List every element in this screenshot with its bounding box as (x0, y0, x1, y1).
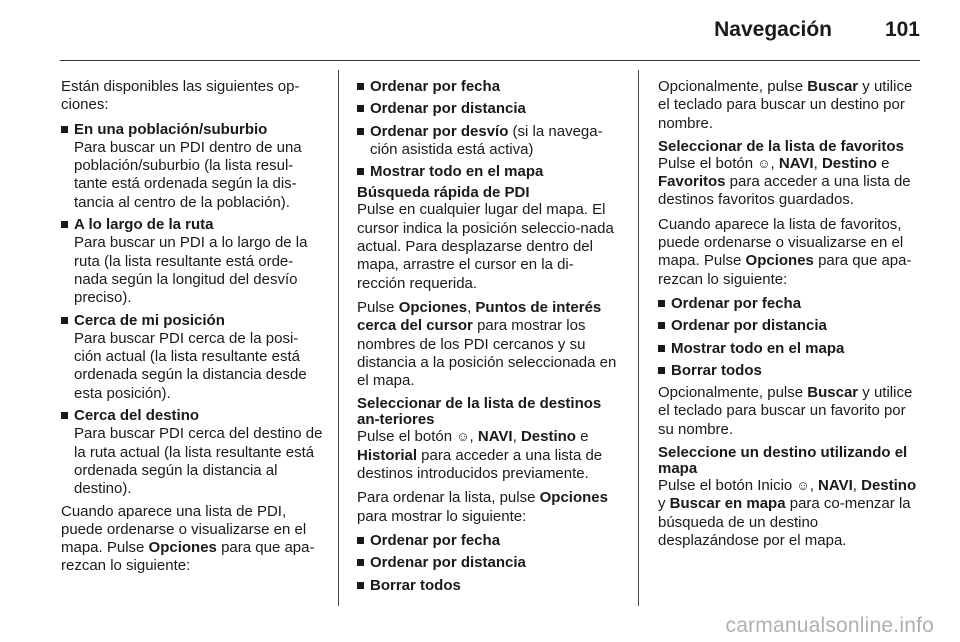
list-item: Ordenar por fecha (658, 295, 923, 313)
list-item: Mostrar todo en el mapa (658, 340, 923, 358)
column-divider-1 (338, 70, 339, 606)
home-icon: ☺ (796, 478, 810, 494)
poi-list-text: Cuando aparece una lista de PDI, puede ordenarse o visualizarse en el mapa. Pulse Opciones para que apa-rezcan lo siguiente: (61, 502, 315, 575)
list-item: Cerca de mi posición Para buscar PDI cerca de la posi-ción actual (la lista resultante está ordenada según la distancia desde esta posición). (61, 312, 323, 403)
search-destination-text: Opcionalmente, pulse Buscar y utilice el teclado para buscar un destino por nombre. (658, 78, 913, 132)
page-title: Navegación (714, 18, 832, 41)
map-destination-text: Pulse el botón Inicio ☺, NAVI, Destino y Buscar en mapa para co-menzar la búsqueda de un destino desplazándose por el mapa. (658, 477, 917, 549)
list-item: A lo largo de la ruta Para buscar un PDI a lo largo de la ruta (la lista resultante está orde-nada según la longitud del desvío preciso). (61, 216, 323, 307)
quick-search-options-text: Pulse Opciones, Puntos de interés cerca del cursor para mostrar los nombres de los PDI cercanos y su distancia a la posición seleccionada en el mapa. (357, 298, 617, 390)
list-item: Ordenar por distancia (658, 317, 923, 335)
poi-sort-options (357, 78, 622, 181)
header-rule (60, 60, 920, 61)
history-sort-options (357, 532, 622, 595)
list-item: Ordenar por desvío (si la navega-ción asistida está activa) (357, 123, 622, 160)
column-3 (658, 78, 923, 556)
recent-destinations-text: Pulse el botón ☺, NAVI, Destino e Historial para acceder a una lista de destinos introducidos previamente. (357, 428, 603, 483)
poi-search-options (61, 121, 323, 499)
section-heading: Seleccionar de la lista de destinos an-teriores (357, 395, 602, 429)
favorites-sort-options (658, 295, 923, 380)
list-item: Ordenar por distancia (357, 100, 622, 118)
column-divider-2 (638, 70, 639, 606)
list-item: Mostrar todo en el mapa (357, 163, 622, 181)
list-item: Borrar todos (658, 362, 923, 380)
home-icon: ☺ (456, 429, 470, 445)
watermark: carmanualsonline.info (725, 614, 934, 637)
list-item: Ordenar por distancia (357, 554, 622, 572)
list-item: En una población/suburbio Para buscar un PDI dentro de una población/suburbio (la lista resul-tante está ordenada según la dis-tancia al centro de la población). (61, 121, 323, 212)
list-item: Ordenar por fecha (357, 78, 622, 96)
section-heading: Búsqueda rápida de PDI (357, 184, 530, 202)
list-item: Borrar todos (357, 577, 622, 595)
list-item: Ordenar por fecha (357, 532, 622, 550)
page-number: 101 (884, 18, 920, 41)
quick-search-text: Pulse en cualquier lugar del mapa. El cursor indica la posición seleccio-nada actual. Para desplazarse dentro del mapa, arrastre el cursor en la di-rección requerida. (357, 201, 614, 292)
column-2 (357, 78, 622, 599)
section-heading: Seleccionar de la lista de favoritos (658, 137, 904, 155)
favorites-text: Pulse el botón ☺, NAVI, Destino e Favoritos para acceder a una lista de destinos favoritos guardados. (658, 154, 911, 209)
favorites-list-text: Cuando aparece la lista de favoritos, puede ordenarse o visualizarse en el mapa. Pulse Opciones para que apa-rezcan lo siguiente: (658, 215, 912, 288)
home-icon: ☺ (757, 155, 771, 171)
search-favorite-text: Opcionalmente, pulse Buscar y utilice el teclado para buscar un favorito por su nombre. (658, 384, 913, 438)
intro-text: Están disponibles las siguientes op-ciones: (61, 78, 300, 114)
list-item: Cerca del destino Para buscar PDI cerca del destino de la ruta actual (la lista resultante está ordenada según la distancia al destino). (61, 407, 323, 498)
column-1 (61, 78, 323, 582)
section-heading: Seleccione un destino utilizando el mapa (658, 444, 908, 478)
sort-text: Para ordenar la lista, pulse Opciones para mostrar lo siguiente: (357, 489, 608, 525)
